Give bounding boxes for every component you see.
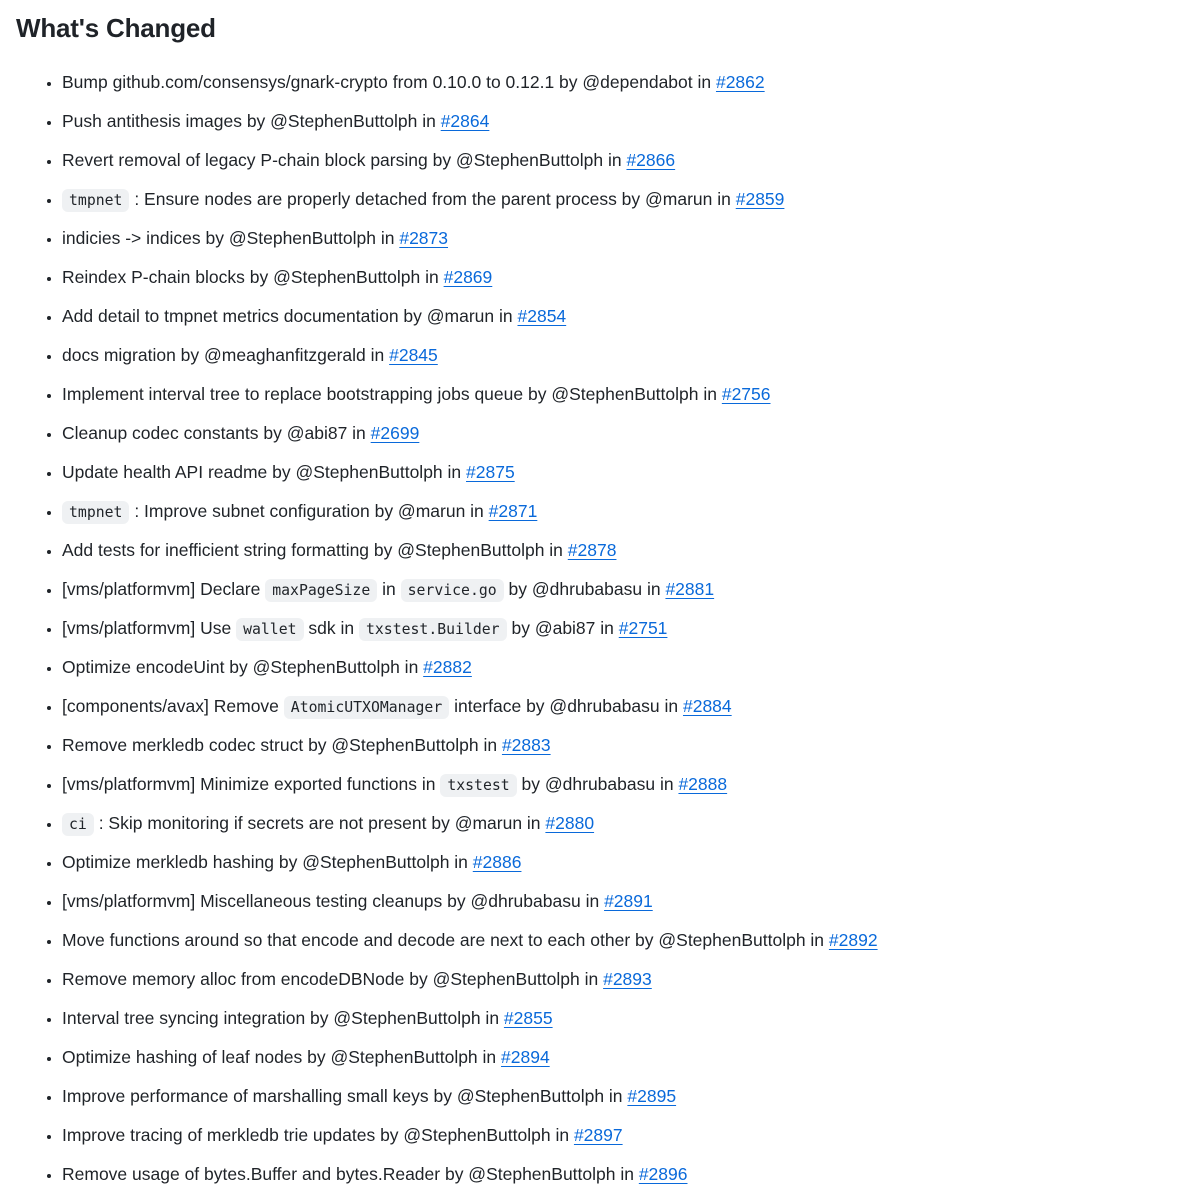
pr-link[interactable]: #2845: [389, 345, 438, 365]
code-span: tmpnet: [62, 501, 129, 524]
pr-link[interactable]: #2895: [627, 1086, 677, 1106]
pr-link[interactable]: #2896: [638, 1164, 688, 1184]
changelog-item: [62, 848, 1184, 876]
item-text: interface by @dhrubabasu in: [449, 696, 683, 716]
item-text: [vms/platformvm] Declare: [62, 579, 266, 599]
changelog-item: [62, 770, 1184, 798]
code-span: txstest: [440, 774, 516, 797]
pr-link[interactable]: #2882: [423, 657, 472, 677]
changelog-item: [62, 692, 1184, 720]
item-text: Add detail to tmpnet metrics documentation by @marun in: [62, 306, 518, 326]
item-text: indicies -> indices by @StephenButtolph in: [62, 228, 400, 248]
item-text: Revert removal of legacy P-chain block parsing by @StephenButtolph in: [62, 150, 627, 170]
pr-link[interactable]: #2875: [466, 462, 515, 482]
code-span: wallet: [236, 618, 303, 641]
item-text: Remove usage of bytes.Buffer and bytes.Reader by @StephenButtolph in: [62, 1164, 639, 1184]
item-text: Reindex P-chain blocks by @StephenButtolph in: [62, 267, 444, 287]
changelog-item: [62, 926, 1184, 954]
pr-link[interactable]: #2883: [501, 735, 551, 755]
item-text: by @dhrubabasu in: [503, 579, 666, 599]
item-text: Move functions around so that encode and decode are next to each other by @StephenButtolph in: [62, 930, 829, 950]
changelog-item: [62, 107, 1184, 135]
code-span: service.go: [401, 579, 504, 602]
item-text: [vms/platformvm] Miscellaneous testing cleanups by @dhrubabasu in: [62, 891, 605, 911]
page-title: What's Changed: [16, 13, 216, 43]
changelog-item: [62, 185, 1184, 213]
code-span: maxPageSize: [265, 579, 377, 602]
code-span: AtomicUTXOManager: [284, 696, 449, 719]
item-text: Interval tree syncing integration by @StephenButtolph in: [62, 1008, 504, 1028]
changelog-item: [62, 653, 1184, 681]
changelog-item: [62, 497, 1184, 525]
item-text: Add tests for inefficient string formatting by @StephenButtolph in: [62, 540, 568, 560]
pr-link[interactable]: #2862: [715, 72, 765, 92]
item-text: Improve performance of marshalling small keys by @StephenButtolph in: [62, 1086, 628, 1106]
pr-link[interactable]: #2751: [618, 618, 668, 638]
changelog-item: [62, 887, 1184, 915]
changelog-item: [62, 1082, 1184, 1110]
changelog-item: [62, 1160, 1184, 1188]
changelog-list: [16, 68, 1184, 1188]
pr-link[interactable]: #2859: [735, 189, 785, 209]
changelog-item: [62, 302, 1184, 330]
changelog-item: [62, 341, 1184, 369]
item-text: Optimize merkledb hashing by @StephenButtolph in: [62, 852, 473, 872]
pr-link[interactable]: #2897: [573, 1125, 623, 1145]
pr-link[interactable]: #2855: [503, 1008, 553, 1028]
item-text: [components/avax] Remove: [62, 696, 284, 716]
item-text: Optimize encodeUint by @StephenButtolph in: [62, 657, 424, 677]
changelog-item: [62, 965, 1184, 993]
item-text: in: [377, 579, 401, 599]
item-text: Push antithesis images by @StephenButtolph in: [62, 111, 441, 131]
item-text: [vms/platformvm] Use: [62, 618, 237, 638]
code-span: tmpnet: [62, 189, 129, 212]
changelog-item: [62, 809, 1184, 837]
changelog-item: [62, 419, 1184, 447]
changelog-item: [62, 731, 1184, 759]
changelog-item: [62, 614, 1184, 642]
pr-link[interactable]: #2893: [603, 969, 652, 989]
item-text: sdk in: [303, 618, 359, 638]
item-text: by @abi87 in: [506, 618, 619, 638]
item-text: : Improve subnet configuration by @marun in: [129, 501, 489, 521]
changelog-item: [62, 146, 1184, 174]
pr-link[interactable]: #2869: [443, 267, 493, 287]
changelog-item: [62, 1043, 1184, 1071]
changelog-item: [62, 263, 1184, 291]
changelog-item: [62, 380, 1184, 408]
pr-link[interactable]: #2699: [370, 423, 420, 443]
pr-link[interactable]: #2866: [626, 150, 676, 170]
item-text: Improve tracing of merkledb trie updates by @StephenButtolph in: [62, 1125, 574, 1145]
pr-link[interactable]: #2854: [517, 306, 567, 326]
item-text: Remove memory alloc from encodeDBNode by @StephenButtolph in: [62, 969, 604, 989]
pr-link[interactable]: #2880: [545, 813, 595, 833]
item-text: : Skip monitoring if secrets are not present by @marun in: [93, 813, 546, 833]
item-text: Optimize hashing of leaf nodes by @StephenButtolph in: [62, 1047, 502, 1067]
pr-link[interactable]: #2888: [678, 774, 728, 794]
pr-link[interactable]: #2881: [665, 579, 715, 599]
changelog-item: [62, 1121, 1184, 1149]
pr-link[interactable]: #2886: [472, 852, 522, 872]
changelog-item: [62, 575, 1184, 603]
item-text: docs migration by @meaghanfitzgerald in: [62, 345, 390, 365]
item-text: Update health API readme by @StephenButtolph in: [62, 462, 467, 482]
changelog-item: [62, 224, 1184, 252]
pr-link[interactable]: #2864: [440, 111, 490, 131]
pr-link[interactable]: #2756: [721, 384, 771, 404]
code-span: txstest.Builder: [359, 618, 507, 641]
pr-link[interactable]: #2894: [501, 1047, 550, 1067]
pr-link[interactable]: #2871: [488, 501, 538, 521]
changelog-item: [62, 1004, 1184, 1032]
item-text: Cleanup codec constants by @abi87 in: [62, 423, 371, 443]
pr-link[interactable]: #2873: [399, 228, 449, 248]
item-text: Remove merkledb codec struct by @StephenButtolph in: [62, 735, 502, 755]
pr-link[interactable]: #2892: [828, 930, 878, 950]
changelog-item: [62, 68, 1184, 96]
item-text: [vms/platformvm] Minimize exported functions in: [62, 774, 441, 794]
pr-link[interactable]: #2891: [604, 891, 653, 911]
changelog-item: [62, 536, 1184, 564]
item-text: by @dhrubabasu in: [516, 774, 679, 794]
changelog-item: [62, 458, 1184, 486]
pr-link[interactable]: #2878: [567, 540, 617, 560]
item-text: Implement interval tree to replace bootstrapping jobs queue by @StephenButtolph in: [62, 384, 722, 404]
item-text: : Ensure nodes are properly detached from the parent process by @marun in: [129, 189, 736, 209]
item-text: Bump github.com/consensys/gnark-crypto from 0.10.0 to 0.12.1 by @dependabot in: [62, 72, 716, 92]
pr-link[interactable]: #2884: [682, 696, 732, 716]
code-span: ci: [62, 813, 94, 836]
